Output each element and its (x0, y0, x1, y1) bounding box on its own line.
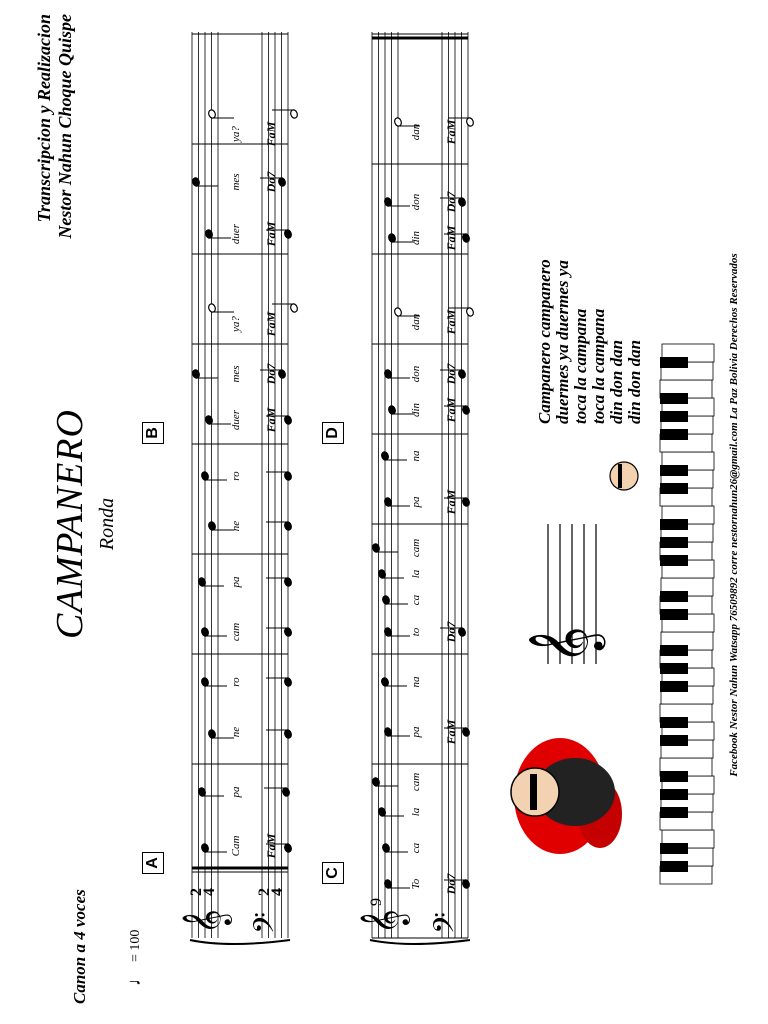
treble-clef-icon: 𝄞 (184, 909, 230, 934)
chord-symbol: FaM (444, 225, 458, 251)
lyric-syllable: ro (230, 677, 242, 687)
lyric-syllable: ro (230, 471, 242, 481)
face-head (610, 462, 638, 490)
black-key (660, 429, 688, 440)
lyric-syllable: don (410, 365, 422, 383)
piano-keyboard-icon (660, 344, 714, 884)
lyric-syllable: la (410, 569, 422, 579)
bass-clef-icon: 𝄢 (430, 912, 467, 934)
lyric-syllable: duer (230, 409, 242, 431)
black-key (660, 717, 688, 728)
credit-block (34, 14, 76, 384)
time-signature-treble: 2 4 (188, 888, 218, 896)
black-key (660, 357, 688, 368)
chord-symbol: Do7 (264, 363, 278, 385)
character-glasses (530, 774, 537, 810)
lyrics-line: Campanero campanero (535, 259, 554, 424)
black-key (660, 861, 688, 872)
black-key (660, 843, 688, 854)
cartoon-character-icon (511, 738, 622, 854)
lyric-syllable: ne (230, 520, 242, 532)
footer-text: Facebook Nestor Nahun Watsapp 76509892 corre nestornahun26@gmail.com La Paz Bolivia Derechos Reservados (728, 253, 740, 777)
credit-line-2: Nestor Nahun Choque Quispe (55, 14, 75, 239)
lyric-syllable: cam (230, 622, 242, 642)
chord-symbol: FaM (444, 397, 458, 423)
chord-symbol: Do7 (444, 363, 458, 385)
lyrics-line: duermes ya duermes ya (553, 260, 572, 424)
lyric-syllable: din (410, 402, 422, 418)
black-key (660, 591, 688, 602)
chord-symbol: FaM (444, 309, 458, 335)
brace (370, 940, 470, 944)
lyrics-line: toca la campana (589, 308, 608, 424)
brace (190, 940, 290, 944)
treble-clef-icon: 𝄞 (362, 909, 408, 934)
lyric-syllable: ya? (230, 126, 242, 142)
chord-symbol: FaM (444, 719, 458, 745)
lyric-syllable: pa (230, 576, 242, 588)
chord-symbol: FaM (264, 221, 278, 247)
treble-clef-icon: 𝄞 (530, 626, 601, 664)
black-key (660, 519, 688, 530)
black-key (660, 537, 688, 548)
lyric-syllable: la (410, 807, 422, 817)
chord-symbol: FaM (264, 311, 278, 337)
time-signature-bass: 2 4 (256, 888, 286, 896)
lyric-syllable: Cam (230, 835, 242, 857)
black-key (660, 735, 688, 746)
rehearsal-mark-d: D (322, 422, 344, 444)
black-key (660, 789, 688, 800)
chord-symbol: FaM (264, 833, 278, 859)
lyric-syllable: duer (230, 223, 242, 245)
page-subtitle: Ronda (96, 497, 118, 551)
lyrics-line: toca la campana (571, 308, 590, 424)
lyric-syllable: na (410, 450, 422, 462)
tempo-marking: = 100 (128, 929, 143, 962)
lyric-syllable: dan (410, 123, 422, 141)
small-face-icon (610, 462, 638, 490)
lyrics-line: din don dan (625, 339, 644, 424)
lyric-syllable: pa (410, 726, 422, 738)
chord-symbol: Do7 (444, 873, 458, 895)
chord-symbol: FaM (444, 489, 458, 515)
credit-line-1: Transcripcion y Realizacion (34, 14, 54, 223)
lyric-syllable: don (410, 193, 422, 211)
chord-symbol: Do7 (264, 171, 278, 193)
lyric-syllable: na (410, 676, 422, 688)
black-key (660, 465, 688, 476)
rehearsal-mark-c: C (322, 862, 344, 884)
page-title: CAMPANERO (49, 409, 91, 639)
black-key (660, 681, 688, 692)
lyric-syllable: ya? (230, 316, 242, 332)
lyric-syllable: cam (410, 772, 422, 792)
black-key (660, 483, 688, 494)
chord-symbol: FaM (444, 119, 458, 145)
rehearsal-mark-a: A (142, 852, 164, 874)
black-key (660, 609, 688, 620)
lyric-syllable: pa (410, 496, 422, 508)
lyrics-line: din don dan (607, 339, 626, 424)
black-key (660, 771, 688, 782)
chord-symbol: Do7 (444, 621, 458, 643)
lyric-syllable: To (410, 878, 422, 890)
black-key (660, 411, 688, 422)
lyric-syllable: din (410, 230, 422, 246)
chord-symbol: FaM (264, 121, 278, 147)
staff-lines (188, 32, 468, 938)
lyric-syllable: to (410, 627, 422, 637)
quarter-note-icon: ♩ (124, 968, 144, 986)
chord-symbol: FaM (264, 407, 278, 433)
lyrics-block (536, 259, 644, 424)
canon-label: Canon a 4 voces (70, 889, 89, 1004)
black-key (660, 393, 688, 404)
lyric-syllable: ca (410, 842, 422, 854)
lyric-syllable: mes (230, 365, 242, 383)
black-key (660, 555, 688, 566)
black-key (660, 663, 688, 674)
lyric-syllable: mes (230, 173, 242, 191)
lyric-syllable: pa (230, 786, 242, 798)
bass-clef-icon: 𝄢 (250, 912, 287, 934)
rehearsal-mark-b: B (142, 422, 164, 444)
black-key (660, 807, 688, 818)
lyric-syllable: ca (410, 594, 422, 606)
lyric-syllable: ne (230, 726, 242, 738)
black-key (660, 645, 688, 656)
lyric-syllable: cam (410, 538, 422, 558)
lyric-syllable: dan (410, 313, 422, 331)
face-glasses (618, 464, 622, 488)
chord-symbol: Do7 (444, 191, 458, 213)
measure-number: 9 (368, 898, 385, 906)
